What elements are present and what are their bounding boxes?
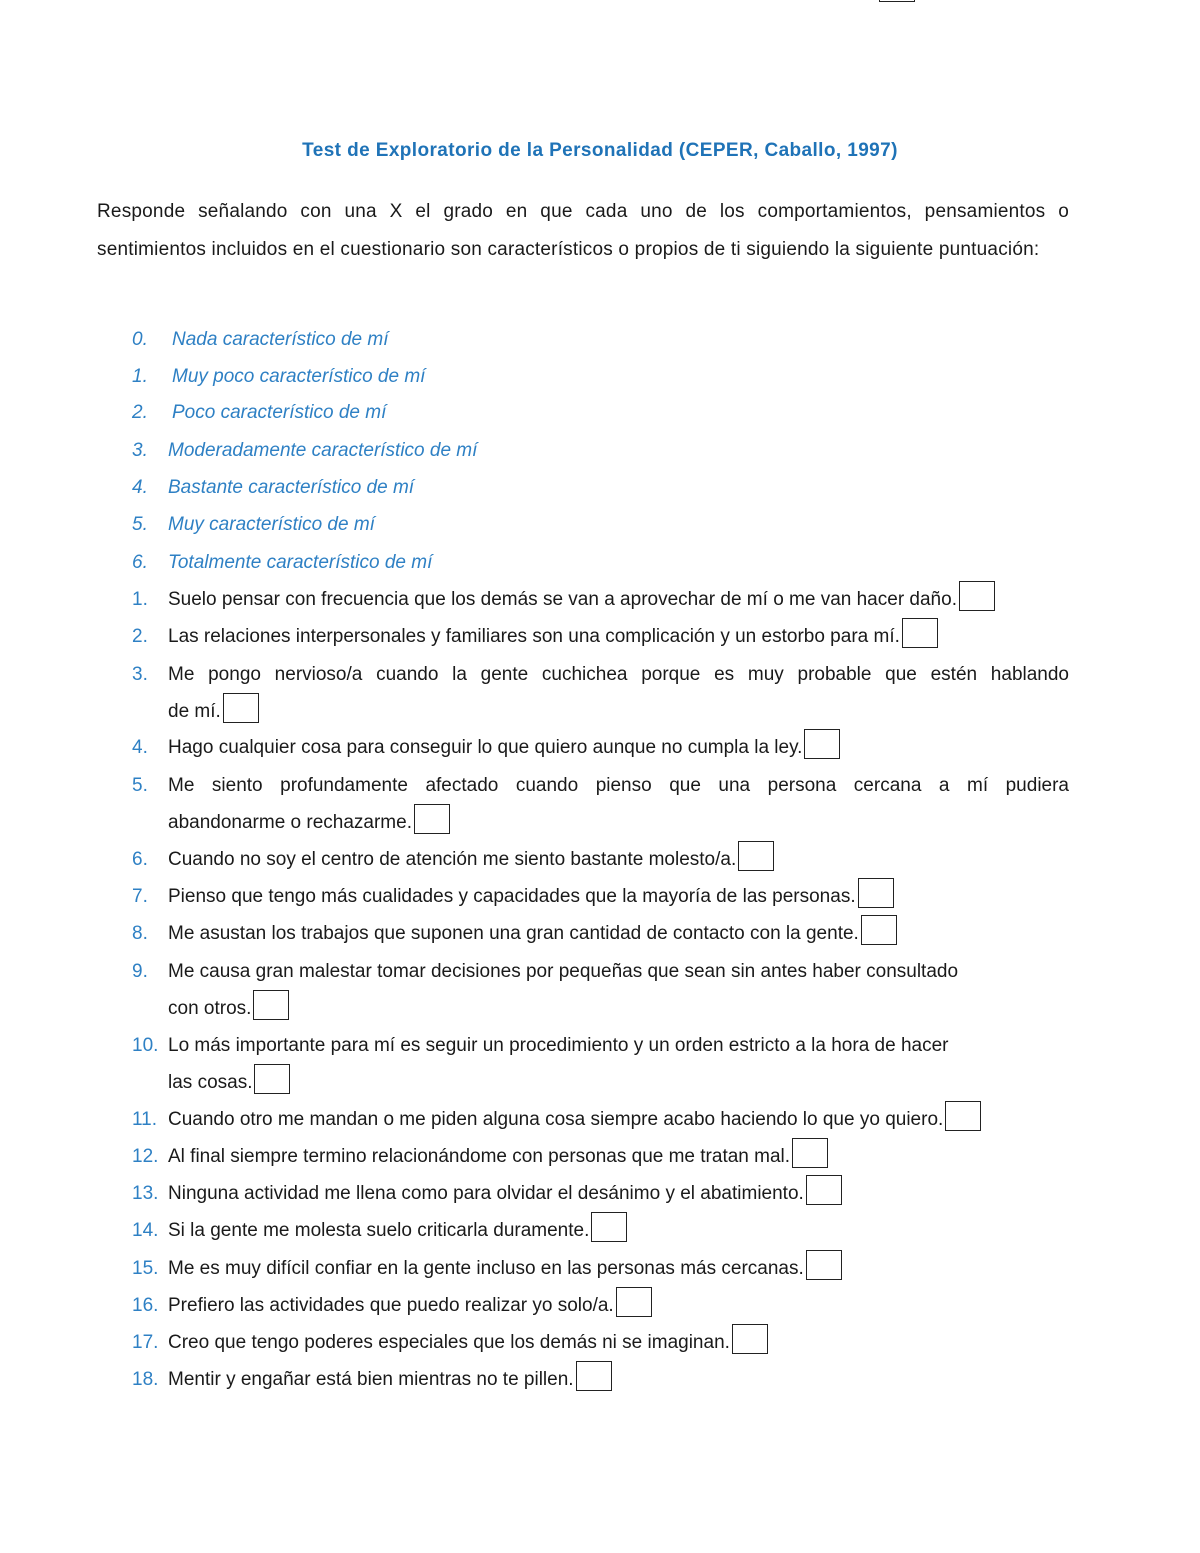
question-text: Cuando otro me mandan o me piden alguna cosa siempre acabo haciendo lo que yo quiero. [168, 1109, 944, 1130]
question-number: 10. [132, 1035, 159, 1056]
answer-checkbox[interactable] [732, 1324, 768, 1354]
answer-checkbox[interactable] [806, 1250, 842, 1280]
question-item [132, 1138, 828, 1175]
question-item [132, 767, 1069, 841]
question-item [132, 1027, 948, 1101]
question-text: Ninguna actividad me llena como para olvidar el desánimo y el abatimiento. [168, 1183, 804, 1204]
answer-checkbox[interactable] [576, 1361, 612, 1391]
question-text-continued: abandonarme o rechazarme. [168, 812, 412, 833]
answer-checkbox[interactable] [861, 915, 897, 945]
question-number: 14. [132, 1220, 159, 1241]
question-text: Me siento profundamente afectado cuando pienso que una persona cercana a mí pudiera [168, 775, 1069, 796]
question-number: 16. [132, 1295, 159, 1316]
question-number: 15. [132, 1258, 159, 1279]
scale-item [132, 506, 375, 543]
scale-item [132, 321, 388, 358]
question-text: Creo que tengo poderes especiales que los demás ni se imaginan. [168, 1332, 730, 1353]
answer-checkbox[interactable] [616, 1287, 652, 1317]
question-text: Al final siempre termino relacionándome con personas que me tratan mal. [168, 1146, 791, 1167]
question-item [132, 953, 958, 1027]
scale-item [132, 394, 386, 431]
question-number: 4. [132, 737, 148, 758]
question-number: 13. [132, 1183, 159, 1204]
question-item [132, 1101, 981, 1138]
question-text-continued: las cosas. [168, 1072, 253, 1093]
question-number: 9. [132, 961, 148, 982]
question-item [132, 878, 894, 915]
scale-item [132, 432, 477, 469]
scale-label: Poco característico de mí [172, 402, 387, 423]
question-text: Pienso que tengo más cualidades y capacidades que la mayoría de las personas. [168, 886, 856, 907]
question-text-continued: con otros. [168, 998, 252, 1019]
scale-item [132, 544, 432, 581]
answer-checkbox[interactable] [959, 581, 995, 611]
instructions-paragraph: Responde señalando con una X el grado en que cada uno de los comportamientos, pensamientos o sentimientos incluidos en el cuestionario son característicos o propios de ti siguiendo la siguiente puntuación: [97, 201, 1069, 260]
question-item [132, 915, 897, 952]
scale-label: Muy característico de mí [168, 514, 375, 535]
question-text: Mentir y engañar está bien mientras no te pillen. [168, 1369, 574, 1390]
question-number: 1. [132, 589, 148, 610]
question-text-continued: de mí. [168, 701, 221, 722]
question-text: Lo más importante para mí es seguir un procedimiento y un orden estricto a la hora de hacer [168, 1035, 949, 1056]
question-number: 17. [132, 1332, 159, 1353]
question-item [132, 1250, 842, 1287]
answer-checkbox[interactable] [223, 693, 259, 723]
question-text: Hago cualquier cosa para conseguir lo que quiero aunque no cumpla la ley. [168, 737, 803, 758]
scale-label: Moderadamente característico de mí [168, 440, 478, 461]
scale-number: 0. [132, 329, 148, 350]
question-text: Me pongo nervioso/a cuando la gente cuchichea porque es muy probable que estén hablando [168, 664, 1069, 685]
answer-checkbox[interactable] [945, 1101, 981, 1131]
answer-checkbox[interactable] [738, 841, 774, 871]
question-text: Cuando no soy el centro de atención me siento bastante molesto/a. [168, 849, 737, 870]
scale-label: Nada característico de mí [172, 329, 389, 350]
scale-number: 5. [132, 514, 148, 535]
answer-checkbox[interactable] [804, 729, 840, 759]
answer-checkbox[interactable] [414, 804, 450, 834]
question-number: 6. [132, 849, 148, 870]
question-item [132, 1212, 627, 1249]
scale-item [132, 469, 414, 506]
scale-number: 1. [132, 366, 148, 387]
question-item [132, 581, 995, 618]
question-item [132, 841, 774, 878]
question-item [132, 1324, 768, 1361]
answer-checkbox[interactable] [902, 618, 938, 648]
scale-label: Totalmente característico de mí [168, 552, 433, 573]
answer-checkbox[interactable] [792, 1138, 828, 1168]
question-text: Me es muy difícil confiar en la gente incluso en las personas más cercanas. [168, 1258, 804, 1279]
page-title: Test de Exploratorio de la Personalidad (CEPER, Caballo, 1997) [302, 140, 898, 161]
question-number: 18. [132, 1369, 159, 1390]
answer-checkbox[interactable] [253, 990, 289, 1020]
question-number: 3. [132, 664, 148, 685]
scale-number: 2. [132, 402, 148, 423]
question-item [132, 1287, 652, 1324]
question-item [132, 1175, 842, 1212]
question-text: Si la gente me molesta suelo criticarla duramente. [168, 1220, 590, 1241]
scale-number: 4. [132, 477, 148, 498]
question-text: Me asustan los trabajos que suponen una gran cantidad de contacto con la gente. [168, 923, 859, 944]
scale-label: Muy poco característico de mí [172, 366, 426, 387]
top-answer-checkbox[interactable] [879, 0, 915, 2]
question-item [132, 656, 1069, 730]
question-number: 12. [132, 1146, 159, 1167]
question-text: Me causa gran malestar tomar decisiones por pequeñas que sean sin antes haber consultado [168, 961, 959, 982]
answer-checkbox[interactable] [806, 1175, 842, 1205]
question-text: Prefiero las actividades que puedo realizar yo solo/a. [168, 1295, 614, 1316]
scale-number: 3. [132, 440, 148, 461]
question-number: 7. [132, 886, 148, 907]
question-text: Suelo pensar con frecuencia que los demás se van a aprovechar de mí o me van hacer daño. [168, 589, 957, 610]
question-number: 11. [132, 1109, 158, 1130]
question-item [132, 618, 938, 655]
question-number: 8. [132, 923, 148, 944]
question-text: Las relaciones interpersonales y familiares son una complicación y un estorbo para mí. [168, 626, 900, 647]
scale-item [132, 358, 425, 395]
answer-checkbox[interactable] [858, 878, 894, 908]
scale-number: 6. [132, 552, 148, 573]
scale-label: Bastante característico de mí [168, 477, 415, 498]
question-item [132, 1361, 612, 1398]
question-item [132, 729, 840, 766]
answer-checkbox[interactable] [591, 1212, 627, 1242]
question-number: 2. [132, 626, 148, 647]
question-number: 5. [132, 775, 148, 796]
answer-checkbox[interactable] [254, 1064, 290, 1094]
